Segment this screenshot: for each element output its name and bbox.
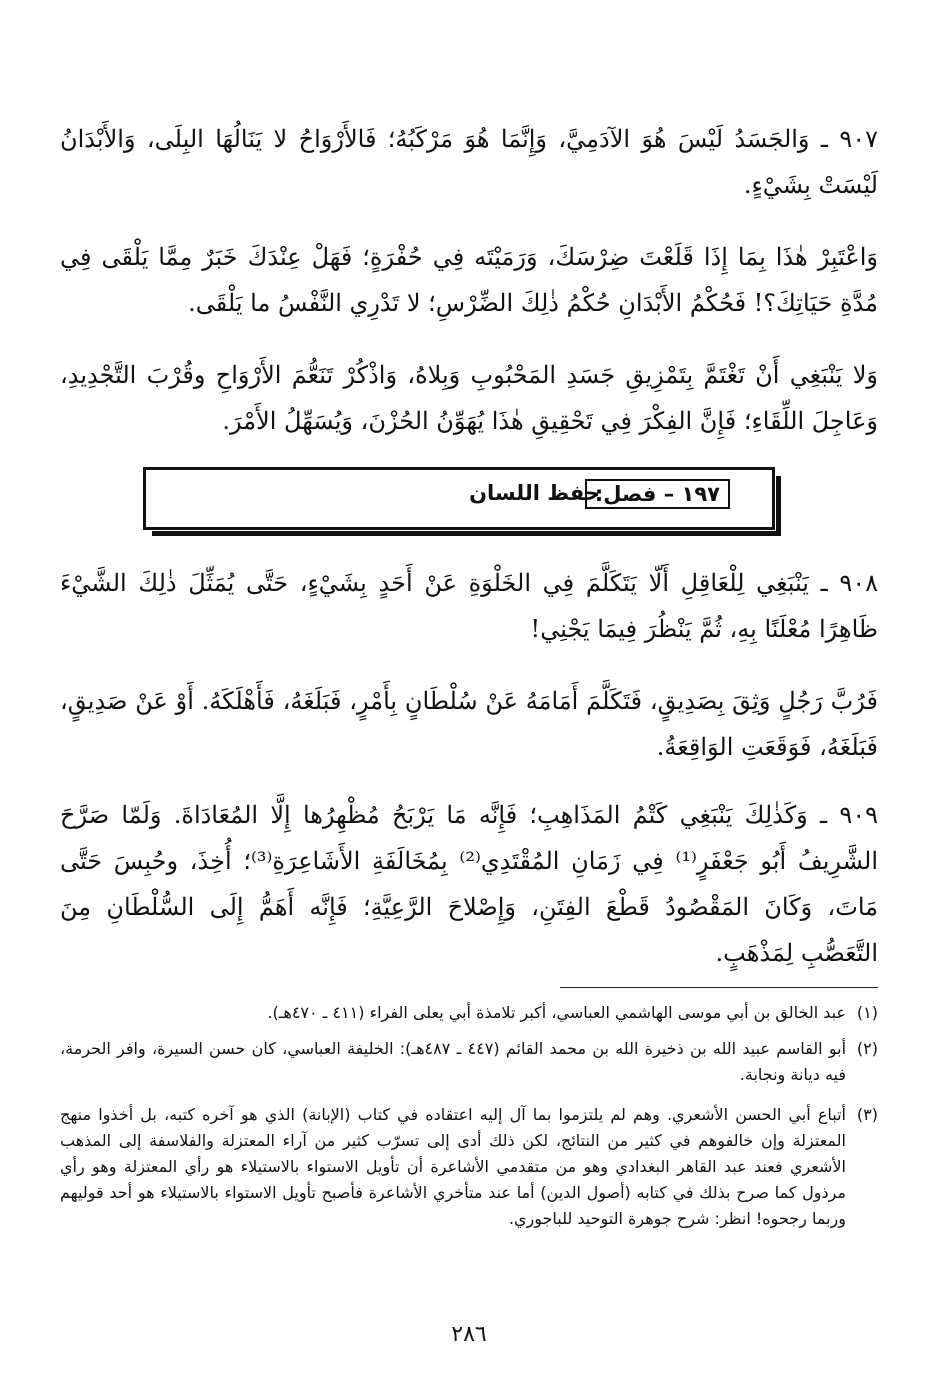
footnote-3 [60, 1102, 878, 1232]
paragraph-907-cont-1 [60, 234, 878, 326]
page-number: ٢٨٦ [451, 1322, 487, 1347]
paragraph-text: وَلا يَنْبَغِي أَنْ تَغْتَمَّ بِتَمْزِيقِ جَسَدِ المَحْبُوبِ وَبِلاهُ، وَاذْكُرْ تَنَعُّمَ الأَرْوَاحِ وقُرْبَ التَّجْدِيدِ، وَعَاجِلَ اللِّقَاءِ؛ فَإِنَّ الفِكْرَ فِي تَحْقِيقِ هٰذَا يُهَوِّنُ الحُزْنَ، وَيُسَهِّلُ الأَمْرَ. [60, 361, 878, 435]
footnote-separator [560, 987, 878, 988]
paragraph-text: ٩٠٨ ـ يَنْبَغِي لِلْعَاقِلِ أَلّا يَتَكَلَّمَ فِي الخَلْوَةِ عَنْ أَحَدٍ بِشَيْءٍ، حَتَّى يُمَثِّلَ ذٰلِكَ الشَّيْءَ ظَاهِرًا مُعْلَنًا بِهِ، ثُمَّ يَنْظُرَ فِيمَا يَجْنِي! [60, 569, 878, 643]
footnote-2 [60, 1036, 878, 1088]
footnote-text: أتباع أبي الحسن الأشعري. وهم لم يلتزموا بما آل إليه اعتقاده في كتاب (الإبانة) الذي هو آخره كتبه، بل أخذوا منهج المعتزلة وإن خالفوهم في كثير من النتائج، لكن ذلك أدى إلى تسرّب كثير من آراء المعتزلة والفلاسفة إلى المذهب الأشعري فعند عبد القاهر البغدادي وهو من متقدمي الأشاعرة أن تأويل الاستواء بالاستيلاء هو رأي المعتزلة وهو رأي مرذول كما صرح بذلك في كتابه (أصول الدين) أما عند متأخري الأشاعرة فأصبح تأويل الاستواء بالاستيلاء هو أحد قوليهم وربما رجحوه! انظر: شرح جوهرة التوحيد للباجوري. [60, 1105, 846, 1228]
footnote-marker: (٢) [856, 1039, 878, 1058]
section-title: حفظ اللسان [469, 481, 600, 505]
paragraph-908-cont [60, 678, 878, 770]
paragraph-908 [60, 560, 878, 652]
paragraph-909 [60, 792, 878, 976]
section-number-label: ١٩٧ – فصل: [585, 479, 730, 509]
paragraph-907 [60, 116, 878, 208]
footnote-text: عبد الخالق بن أبي موسى الهاشمي العباسي، أكبر تلامذة أبي يعلى الفراء (٤١١ ـ ٤٧٠هـ). [267, 1003, 846, 1022]
paragraph-text: وَاعْتَبِرْ هٰذَا بِمَا إِذَا قَلَعْتَ ضِرْسَكَ، وَرَمَيْتَه فِي حُفْرَةٍ؛ فَهَلْ عِنْدَكَ خَبَرٌ مِمَّا يَلْقَى فِي مُدَّةِ حَيَاتِكَ؟! فَحُكْمُ الأَبْدَانِ حُكْمُ ذٰلِكَ الضِّرْسِ؛ لا تَدْرِي النَّفْسُ ما يَلْقَى. [60, 243, 878, 317]
footnote-text: أبو القاسم عبيد الله بن ذخيرة الله بن محمد القائم (٤٤٧ ـ ٤٨٧هـ): الخليفة العباسي، كان حسن السيرة، وافر الحرمة، فيه ديانة ونجابة. [60, 1039, 847, 1084]
footnote-marker: (١) [856, 1003, 878, 1022]
paragraph-text: فَرُبَّ رَجُلٍ وَثِقَ بِصَدِيقٍ، فَتَكَلَّمَ أَمَامَهُ عَنْ سُلْطَانٍ بِأَمْرٍ، فَبَلَغَهُ، فَأَهْلَكَهُ. أَوْ عَنْ صَدِيقٍ، فَبَلَغَهُ، فَوَقَعَتِ الوَاقِعَةُ. [60, 687, 878, 761]
paragraph-907-cont-2 [60, 352, 878, 444]
footnote-1 [60, 1000, 878, 1026]
footnote-marker: (٣) [856, 1105, 878, 1124]
paragraph-text: ٩٠٧ ـ وَالجَسَدُ لَيْسَ هُوَ الآدَمِيَّ، وَإِنَّمَا هُوَ مَرْكَبُهُ؛ فَالأَرْوَاحُ لا يَنَالُهَا البِلَى، وَالأَبْدَانُ لَيْسَتْ بِشَيْءٍ. [60, 125, 878, 199]
section-heading-box [143, 467, 775, 530]
paragraph-text: ٩٠٩ ـ وَكَذٰلِكَ يَنْبَغِي كَتْمُ المَذَاهِبِ؛ فَإِنَّه مَا يَرْبَحُ مُظْهِرُها إِلَّا المُعَادَاةَ. وَلَمّا صَرَّحَ الشَّرِيفُ أَبُو جَعْفَرٍ⁽¹⁾ فِي زَمَانِ المُقْتَدِي⁽²⁾ بِمُخَالَفَةِ الأَشَاعِرَةِ⁽³⁾؛ أُخِذَ، وحُبِسَ حَتَّى مَاتَ، وَكَانَ المَقْصُودُ قَطْعَ الفِتَنِ، وَإِصْلاحَ الرَّعِيَّةِ؛ فَإِنَّه أَهَمُّ إِلَى السُّلْطَانِ مِنَ التَّعَصُّبِ لِمَذْهَبٍ. [60, 801, 879, 967]
